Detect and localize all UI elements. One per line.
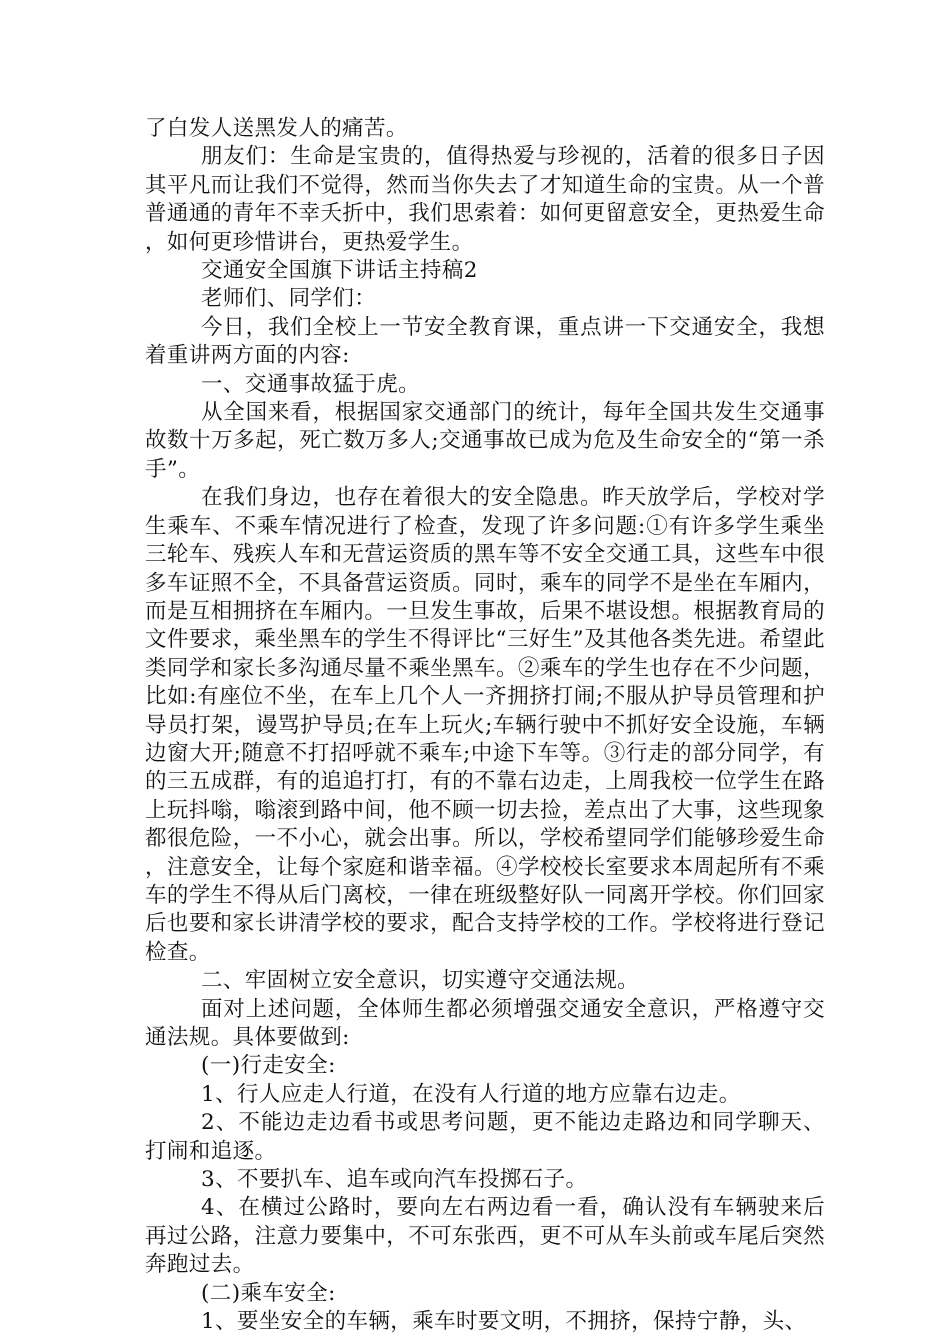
paragraph: 从全国来看，根据国家交通部门的统计，每年全国共发生交通事故数十万多起，死亡数万多人;交通事故已成为危及生命安全的“第一杀手”。 — [145, 400, 825, 482]
list-item: 3、不要扒车、追车或向汽车投掷石子。 — [201, 1167, 588, 1193]
section-title: 交通安全国旗下讲话主持稿2 — [201, 258, 478, 284]
list-item: 1、要坐安全的车辆，乘车时要文明，不拥挤，保持宁静，头、 — [201, 1309, 807, 1335]
paragraph: 朋友们：生命是宝贵的，值得热爱与珍视的，活着的很多日子因其平凡而让我们不觉得，然而当你失去了才知道生命的宝贵。从一个普普通通的青年不幸夭折中，我们思索着：如何更留意安全，更热爱生命，如何更珍惜讲台，更热爱学生。 — [145, 144, 825, 255]
list-item: 2、不能边走边看书或思考问题，更不能边走路边和同学聊天、打闹和追逐。 — [145, 1110, 825, 1164]
list-item: 4、在横过公路时，要向左右两边看一看，确认没有车辆驶来后再过公路，注意力要集中，不可东张西，更不可从车头前或车尾后突然奔跑过去。 — [145, 1195, 825, 1278]
subheading: (一)行走安全: — [201, 1053, 336, 1079]
paragraph: 今日，我们全校上一节安全教育课，重点讲一下交通安全，我想着重讲两方面的内容: — [145, 314, 825, 369]
paragraph: 了白发人送黑发人的痛苦。 — [145, 116, 408, 141]
paragraph: 在我们身边，也存在着很大的安全隐患。昨天放学后，学校对学生乘车、不乘车情况进行了检查，发现了许多问题:①有许多学生乘坐三轮车、残疾人车和无营运资质的黑车等不安全交通工具，这些车中很多车证照不全，不具备营运资质。同时，乘车的同学不是坐在车厢内，而是互相拥挤在车厢内。一旦发生事故，后果不堪设想。根据教育局的文件要求，乘坐黑车的学生不得评比“三好生”及其他各类先进。希望此类同学和家长多沟通尽量不乘坐黑车。②乘车的学生也存在不少问题，比如:有座位不坐，在车上几个人一齐拥挤打闹;不服从护导员管理和护导员打架，谩骂护导员;在车上玩火;车辆行驶中不抓好安全设施，车辆边窗大开;随意不打招呼就不乘车;中途下车等。③行走的部分同学，有的三五成群，有的追追打打，有的不靠右边走，上周我校一位学生在路上玩抖嗡，嗡滚到路中间，他不顾一切去捡，差点出了大事，这些现象都很危险，一不小心，就会出事。所以，学校希望同学们能够珍爱生命，注意安全，让每个家庭和谐幸福。④学校校长室要求本周起所有不乘车的学生不得从后门离校，一律在班级整好队一同离开学校。你们回家后也要和家长讲清学校的要求，配合支持学校的工作。学校将进行登记检查。 — [145, 485, 825, 965]
subheading: (二)乘车安全: — [201, 1280, 336, 1306]
paragraph: 面对上述问题，全体师生都必须增强交通安全意识，严格遵守交通法规。具体要做到: — [145, 996, 825, 1050]
heading: 一、交通事故猛于虎。 — [201, 371, 421, 397]
list-item: 1、行人应走人行道，在没有人行道的地方应靠右边走。 — [201, 1081, 741, 1107]
salutation: 老师们、同学们： — [201, 286, 377, 312]
document-body — [145, 115, 825, 1336]
heading: 二、牢固树立安全意识，切实遵守交通法规。 — [201, 968, 640, 994]
